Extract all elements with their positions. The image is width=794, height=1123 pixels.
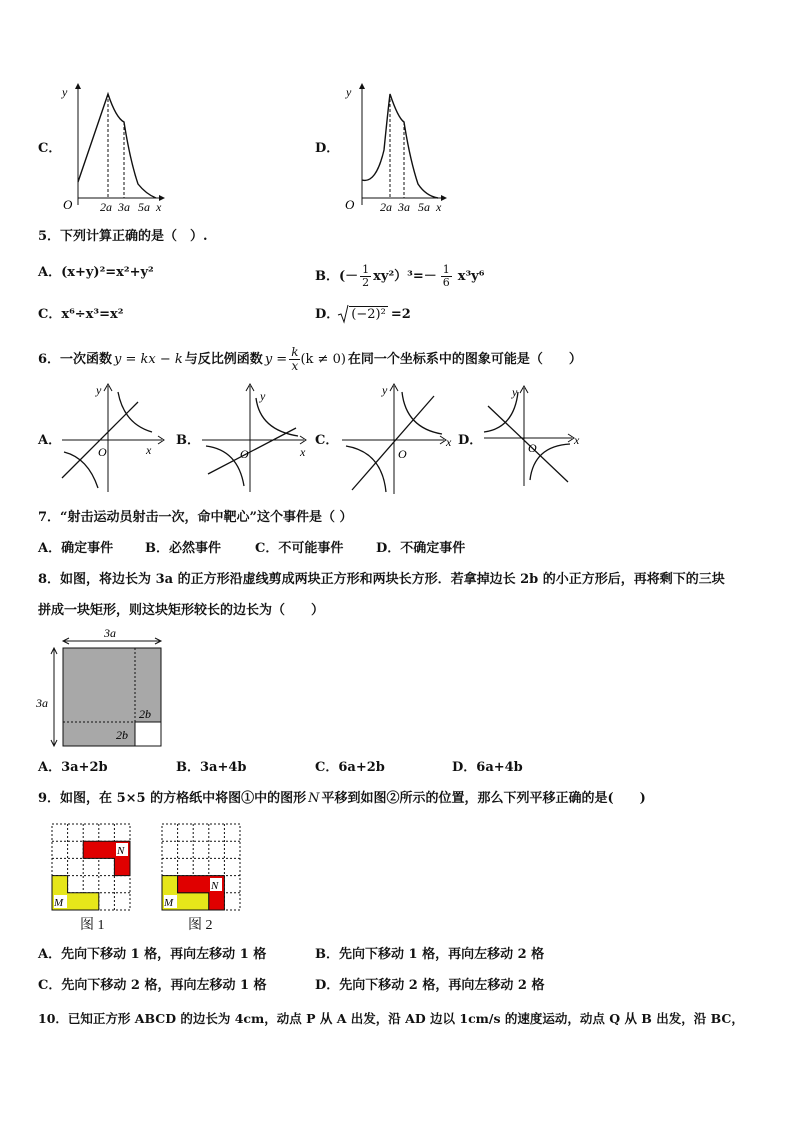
q5-option-a: A．(x+y)²=x²+y²	[38, 265, 154, 280]
x-label: x	[146, 443, 152, 457]
q6-stem-mid: 与反比例函数	[184, 351, 263, 367]
q5-d-suffix: =2	[390, 307, 411, 322]
numerator: 1	[362, 263, 370, 276]
q5-b-fraction-1	[360, 264, 371, 289]
x-label: x	[156, 200, 162, 214]
label-n: N	[211, 880, 219, 892]
label-m: M	[164, 897, 174, 909]
q6-option-b-label: B．	[176, 433, 200, 448]
q6-stem-suffix: 在同一个坐标系中的图象可能是（ ）	[347, 351, 582, 367]
curve-c	[78, 94, 156, 198]
q8-option-c: C．6a+2b	[315, 760, 385, 775]
q6-option-a-label: A．	[38, 433, 62, 448]
q5-option-c: C．x⁶÷x³=x²	[38, 307, 124, 322]
y-label: y	[382, 383, 388, 397]
hyperbola-branch-2	[206, 446, 244, 486]
q5-b-mid: xy²）³=－	[373, 268, 437, 284]
x-label: x	[300, 445, 306, 459]
fig2-caption: 图 2	[188, 918, 213, 933]
q7-option-d: D．不确定事件	[376, 541, 466, 556]
tick-3a: 3a	[398, 200, 410, 214]
denominator: x	[291, 359, 299, 373]
y-label: y	[62, 85, 68, 99]
removed-small-square	[135, 722, 161, 746]
origin-label: O	[98, 445, 107, 459]
tick-5a: 5a	[138, 200, 150, 214]
y-label: y	[96, 383, 102, 397]
q8-stem-line1: 8．如图，将边长为 3a 的正方形沿虚线剪成两块正方形和两块长方形．若拿掉边长 2b 的小正方形后，再将剩下的三块	[38, 572, 725, 587]
origin-label: O	[63, 197, 73, 212]
q8-option-a: A．3a+2b	[38, 760, 108, 775]
inverse-lhs: y =	[264, 351, 288, 367]
q5-b-suffix: x³y⁶	[457, 268, 485, 284]
origin-label: O	[240, 447, 249, 461]
q8-stem-line2: 拼成一块矩形，则这块矩形较长的边长为（ ）	[38, 603, 325, 618]
q6-graph-b	[198, 382, 310, 494]
q9-option-a: A．先向下移动 1 格，再向左移动 1 格	[38, 947, 267, 962]
left-label: 3a	[36, 696, 48, 710]
q10-stem: 10．已知正方形 ABCD 的边长为 4cm，动点 P 从 A 出发，沿 AD 边以 1cm/s 的速度运动，动点 Q 从 B 出发，沿 BC，	[38, 1011, 744, 1026]
q8-option-d: D．6a+4b	[452, 760, 523, 775]
q8-option-b: B．3a+4b	[176, 760, 247, 775]
inverse-fraction	[289, 346, 300, 373]
origin-label: O	[345, 197, 355, 212]
y-label: y	[260, 389, 266, 403]
q6-graph-c	[338, 382, 454, 496]
x-label: x	[436, 200, 442, 214]
fig1-caption: 图 1	[80, 918, 105, 933]
denominator: 6	[442, 276, 450, 289]
q8-figure	[36, 625, 170, 751]
q9-stem	[38, 790, 646, 808]
line-graph	[352, 396, 434, 490]
sqrt-symbol	[339, 306, 388, 324]
inverse-condition: (k ≠ 0)	[300, 351, 346, 367]
label-2b-right: 2b	[139, 707, 151, 721]
origin-label: O	[528, 441, 537, 455]
q4-graph-c	[58, 80, 168, 215]
q4-option-c-label: C．	[38, 141, 62, 156]
q9-figure-2	[160, 822, 242, 912]
hyperbola-branch-2	[346, 446, 386, 492]
label-m: M	[54, 897, 64, 909]
q9-stem-n: N	[308, 791, 320, 806]
tick-2a: 2a	[380, 200, 392, 214]
hyperbola-branch-1	[118, 392, 152, 432]
origin-label: O	[398, 447, 407, 461]
q5-option-d	[315, 306, 411, 324]
label-n: N	[117, 845, 125, 857]
top-label: 3a	[104, 626, 116, 640]
numerator: 1	[442, 263, 450, 276]
hyperbola-branch-1	[402, 392, 442, 434]
denominator: 2	[362, 276, 370, 289]
q6-stem	[38, 346, 582, 373]
q9-figure-1	[50, 822, 132, 912]
q6-stem-prefix: 6．一次函数	[38, 351, 113, 367]
tick-5a: 5a	[418, 200, 430, 214]
q6-option-d-label: D．	[458, 433, 483, 448]
q9-stem-prefix: 9．如图，在 5×5 的方格纸中将图①中的图形	[38, 791, 307, 806]
q5-d-prefix: D．	[315, 307, 340, 322]
radical-sign-icon	[337, 304, 349, 324]
q7-stem: 7．“射击运动员射击一次，命中靶心”这个事件是（ ）	[38, 510, 353, 525]
tick-2a: 2a	[100, 200, 112, 214]
q7-option-a: A．确定事件	[38, 541, 114, 556]
q9-option-d: D．先向下移动 2 格，再向左移动 2 格	[315, 978, 545, 993]
y-label: y	[346, 85, 352, 99]
label-2b-bottom: 2b	[116, 728, 128, 742]
numerator: k	[291, 345, 299, 359]
q5-b-prefix: B．(－	[315, 268, 359, 284]
q5-option-b	[315, 264, 484, 289]
q5-stem: 5．下列计算正确的是（ ）.	[38, 229, 208, 244]
q7-option-c: C．不可能事件	[255, 541, 344, 556]
q7-option-b: B．必然事件	[145, 541, 221, 556]
y-label: y	[512, 385, 518, 399]
x-label: x	[574, 433, 580, 447]
q9-option-c: C．先向下移动 2 格，再向左移动 1 格	[38, 978, 267, 993]
q4-graph-d	[340, 80, 450, 215]
x-label: x	[446, 435, 452, 449]
q9-option-b: B．先向下移动 1 格，再向左移动 2 格	[315, 947, 545, 962]
q6-graph-d	[480, 384, 584, 490]
q6-option-c-label: C．	[315, 433, 339, 448]
radicand: (−2)²	[351, 307, 386, 322]
q4-option-d-label: D．	[315, 141, 340, 156]
q9-stem-suffix: 平移到如图②所示的位置，那么下列平移正确的是( )	[321, 791, 646, 806]
q5-b-fraction-2	[441, 264, 452, 289]
linear-function: y = kx − k	[114, 351, 183, 367]
tick-3a: 3a	[118, 200, 130, 214]
curve-d	[362, 94, 438, 198]
q6-graph-a	[58, 382, 166, 494]
